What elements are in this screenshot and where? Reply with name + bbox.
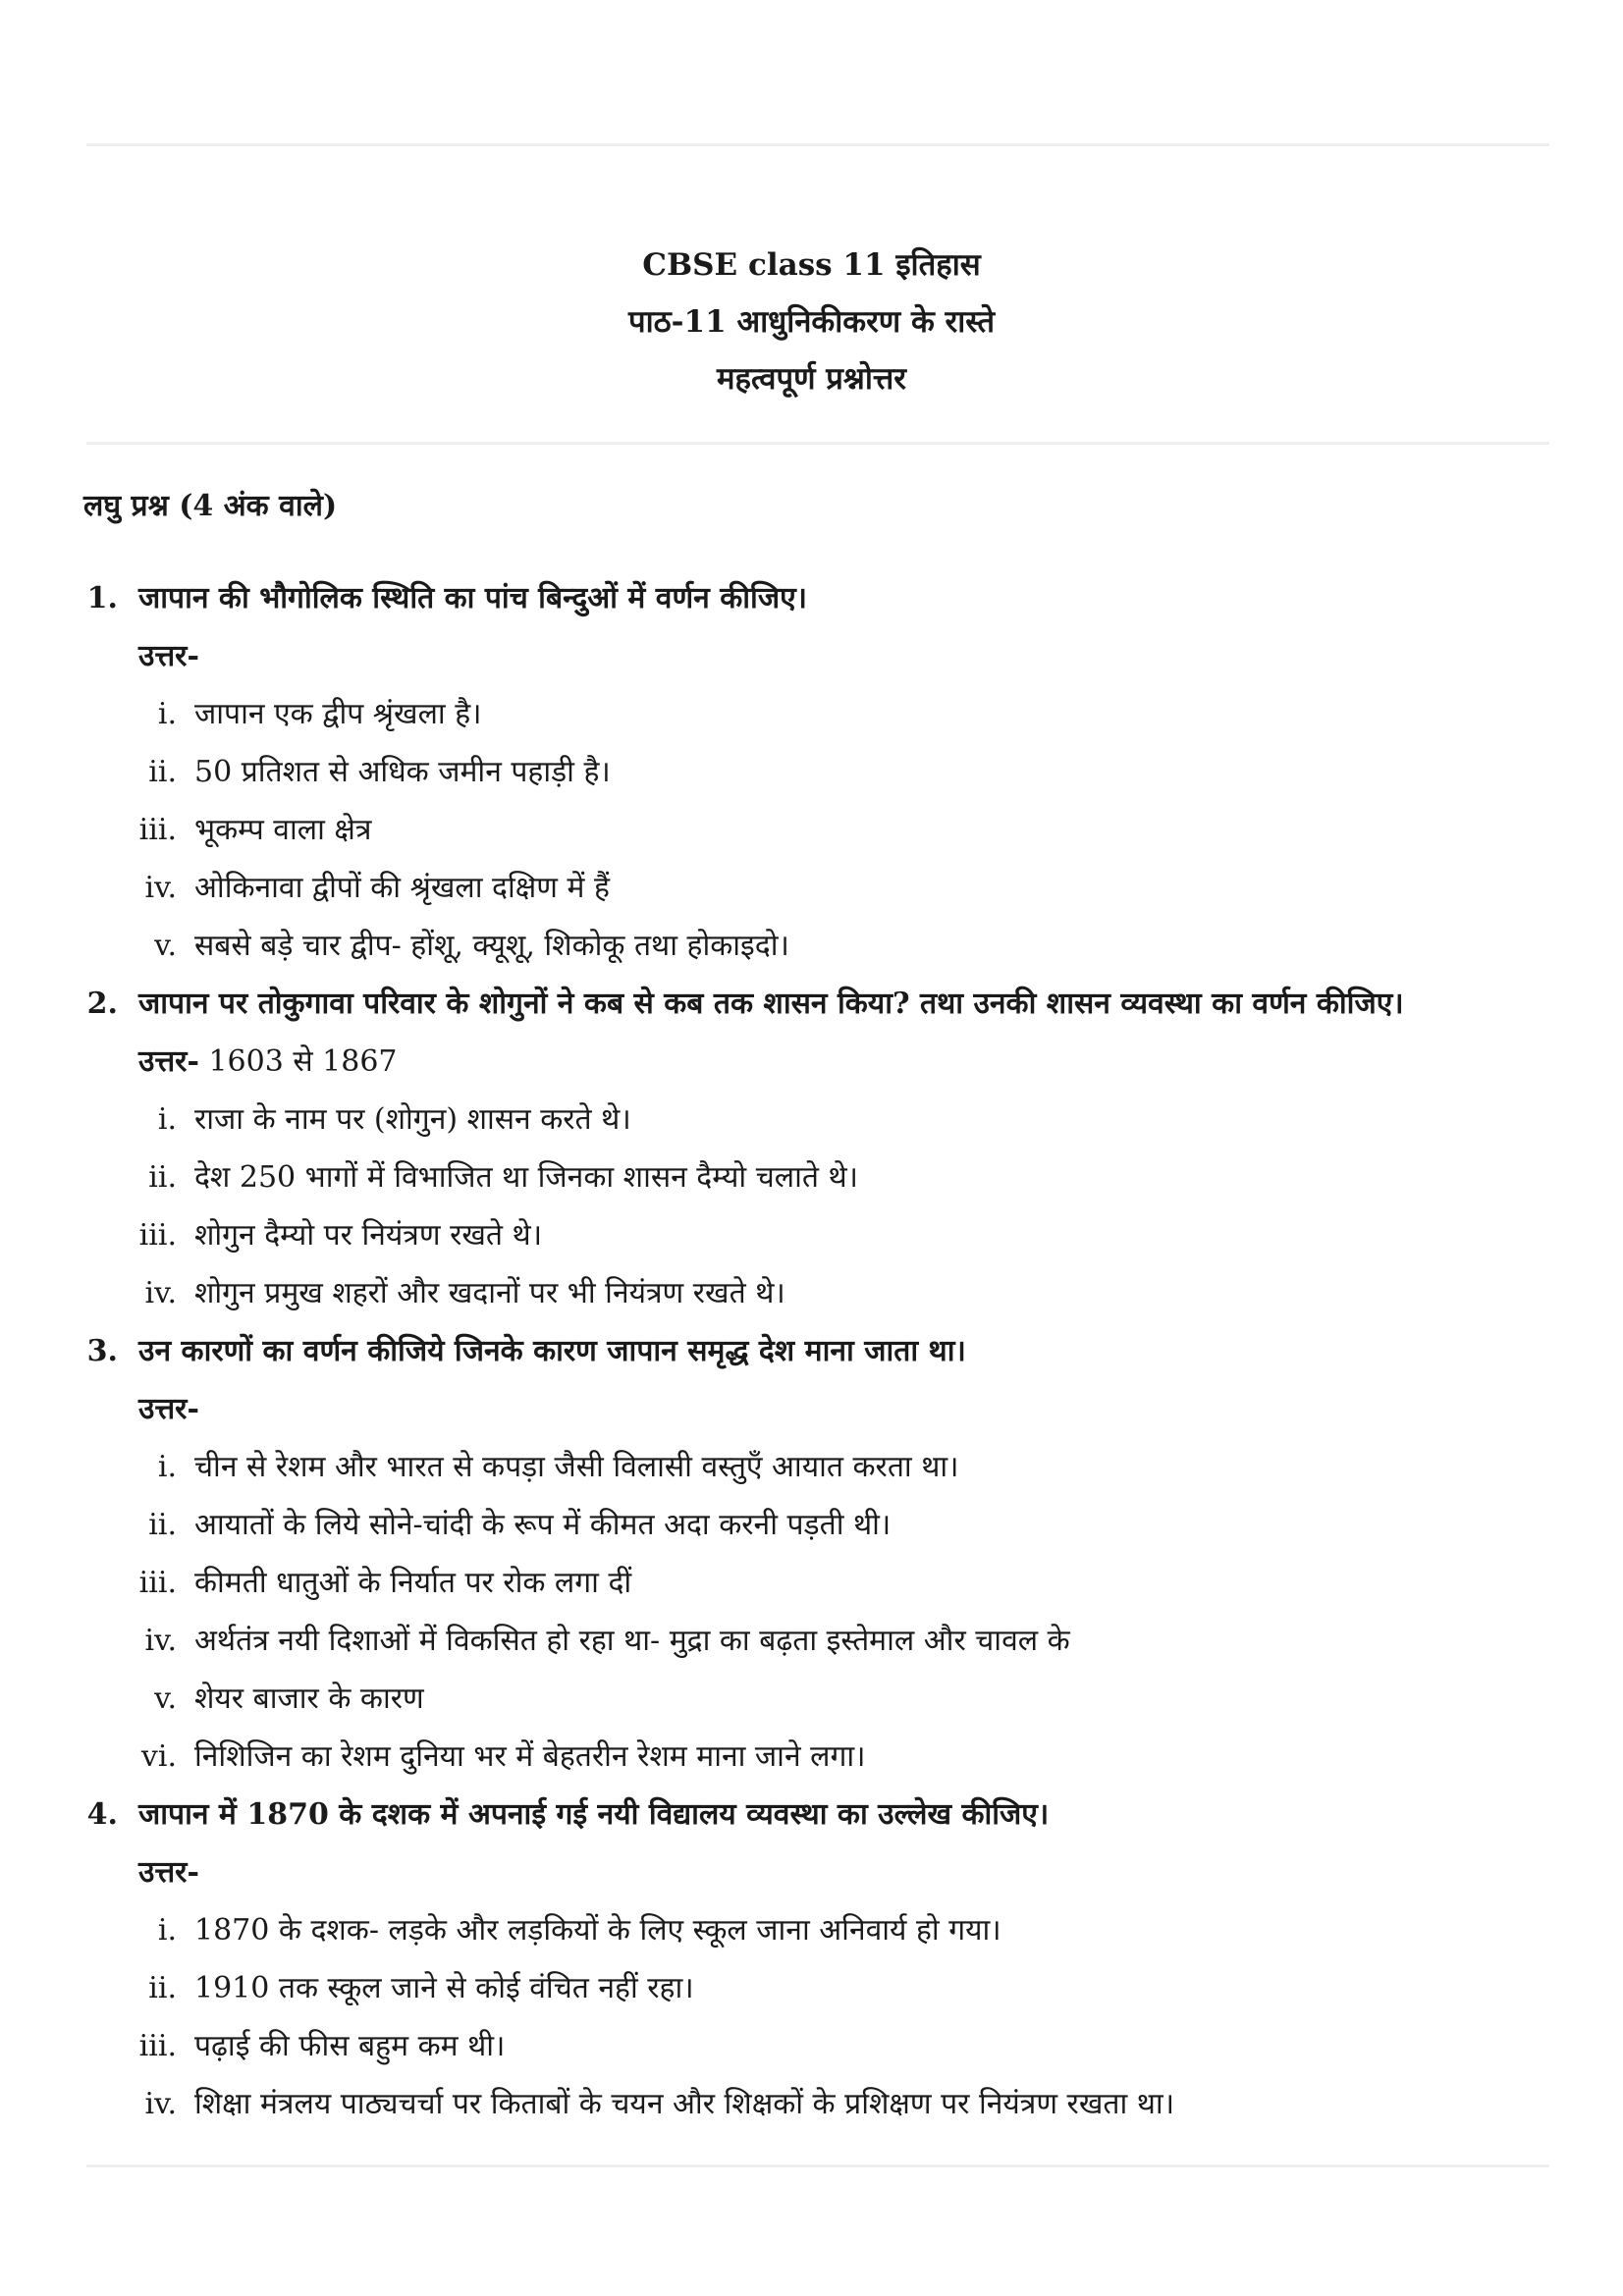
answer-point-number: iv. xyxy=(144,1276,177,1310)
answer-point xyxy=(0,1901,1623,1959)
answer-point-text: भूकम्प वाला क्षेत्र xyxy=(194,813,372,847)
footer-divider xyxy=(86,2164,1549,2167)
answer-point-number: ii. xyxy=(148,1971,177,2005)
answer-point-number: i. xyxy=(157,1913,177,1948)
question-item xyxy=(0,569,1623,627)
answer-point xyxy=(0,685,1623,743)
answer-point-number: vi. xyxy=(140,1739,177,1774)
answer-point-text: देश 250 भागों में विभाजित था जिनका शासन दैम्यो चलाते थे। xyxy=(194,1160,859,1195)
answer-point-number: iii. xyxy=(138,1566,177,1600)
question-number: 2. xyxy=(86,987,118,1021)
header-divider-bottom xyxy=(86,442,1549,445)
answer-point-text: कीमती धातुओं के निर्यात पर रोक लगा दीं xyxy=(194,1566,632,1600)
answer-point-text: 1870 के दशक- लड़के और लड़कियों के लिए स्कूल जाना अनिवार्य हो गया। xyxy=(194,1913,1001,1948)
answer-point-number: i. xyxy=(157,1450,177,1484)
question-item xyxy=(0,1322,1623,1380)
answer-point xyxy=(0,1612,1623,1670)
answer-point-text: निशिजिन का रेशम दुनिया भर में बेहतरीन रेशम माना जाने लगा। xyxy=(194,1739,866,1774)
answer-point xyxy=(0,1496,1623,1554)
answer-point-number: ii. xyxy=(148,1160,177,1195)
answer-point-text: पढ़ाई की फीस बहुम कम थी। xyxy=(194,2029,506,2063)
question-answer-list xyxy=(0,569,1623,2133)
answer-point xyxy=(0,1264,1623,1322)
answer-label: उत्तर- xyxy=(138,1855,199,1890)
answer-point xyxy=(0,1091,1623,1148)
answer-point-text: शिक्षा मंत्रलय पाठ्यचर्चा पर किताबों के चयन और शिक्षकों के प्रशिक्षण पर नियंत्रण रखता था। xyxy=(194,2087,1175,2121)
answer-point xyxy=(0,1148,1623,1206)
answer-point xyxy=(0,1438,1623,1496)
answer-point xyxy=(0,801,1623,859)
answer-point xyxy=(0,1206,1623,1264)
answer-point-number: iv. xyxy=(144,1624,177,1658)
answer-point-text: जापान एक द्वीप श्रृंखला है। xyxy=(194,697,482,731)
document-subtitle: महत्वपूर्ण प्रश्नोत्तर xyxy=(717,361,906,397)
answer-point-text: आयातों के लिये सोने-चांदी के रूप में कीमत अदा करनी पड़ती थी। xyxy=(194,1508,892,1542)
answer-point xyxy=(0,2017,1623,2075)
answer-point-text: चीन से रेशम और भारत से कपड़ा जैसी विलासी वस्तुएँ आयात करता था। xyxy=(194,1450,959,1484)
header-divider-top xyxy=(86,143,1549,146)
question-item xyxy=(0,975,1623,1033)
answer-point xyxy=(0,2075,1623,2133)
question-item xyxy=(0,1786,1623,1843)
answer-point-text: 50 प्रतिशत से अधिक जमीन पहाड़ी है। xyxy=(194,755,611,789)
section-heading: लघु प्रश्न (4 अंक वाले) xyxy=(83,489,338,523)
answer-point-number: iv. xyxy=(144,871,177,905)
answer-point xyxy=(0,1728,1623,1786)
answer-point-number: iii. xyxy=(138,813,177,847)
document-title: CBSE class 11 इतिहास xyxy=(642,247,981,283)
answer-point-number: ii. xyxy=(148,1508,177,1542)
answer-point-text: राजा के नाम पर (शोगुन) शासन करते थे। xyxy=(194,1102,631,1137)
answer-point-number: iii. xyxy=(138,1218,177,1253)
answer-label: उत्तर- xyxy=(138,639,199,673)
answer-point-number: i. xyxy=(157,1102,177,1137)
question-number: 1. xyxy=(86,581,118,615)
answer-point-text: ओकिनावा द्वीपों की श्रृंखला दक्षिण में हैं xyxy=(194,871,610,905)
answer-point xyxy=(0,1554,1623,1612)
question-text: जापान की भौगोलिक स्थिति का पांच बिन्दुओं में वर्णन कीजिए। xyxy=(138,581,808,615)
answer-point xyxy=(0,917,1623,975)
answer-point xyxy=(0,859,1623,917)
question-text: उन कारणों का वर्णन कीजिये जिनके कारण जापान समृद्ध देश माना जाता था। xyxy=(138,1334,966,1368)
answer-point xyxy=(0,1959,1623,2017)
answer-point xyxy=(0,743,1623,801)
answer-header xyxy=(0,1033,1623,1091)
answer-header xyxy=(0,627,1623,685)
answer-point-text: अर्थतंत्र नयी दिशाओं में विकसित हो रहा था- मुद्रा का बढ़ता इस्तेमाल और चावल के xyxy=(194,1624,1070,1658)
question-number: 4. xyxy=(86,1797,118,1832)
answer-point xyxy=(0,1670,1623,1728)
answer-point-text: शोगुन दैम्यो पर नियंत्रण रखते थे। xyxy=(194,1218,543,1253)
question-text: जापान में 1870 के दशक में अपनाई गई नयी विद्यालय व्यवस्था का उल्लेख कीजिए। xyxy=(138,1797,1050,1832)
answer-header xyxy=(0,1380,1623,1438)
answer-point-number: v. xyxy=(154,1682,177,1716)
question-text: जापान पर तोकुगावा परिवार के शोगुनों ने कब से कब तक शासन किया? तथा उनकी शासन व्यवस्था का वर्णन कीजिए। xyxy=(138,987,1404,1021)
answer-point-number: i. xyxy=(157,697,177,731)
answer-point-number: iii. xyxy=(138,2029,177,2063)
answer-point-text: शेयर बाजार के कारण xyxy=(194,1682,424,1716)
answer-point-number: v. xyxy=(154,929,177,963)
answer-header xyxy=(0,1843,1623,1901)
answer-label: उत्तर- xyxy=(138,1044,199,1079)
answer-point-number: ii. xyxy=(148,755,177,789)
chapter-title: पाठ-11 आधुनिकीकरण के रास्ते xyxy=(628,304,995,340)
answer-point-number: iv. xyxy=(144,2087,177,2121)
answer-point-text: 1910 तक स्कूल जाने से कोई वंचित नहीं रहा। xyxy=(194,1971,694,2005)
answer-point-text: सबसे बड़े चार द्वीप- होंशू, क्यूशू, शिकोकू तथा होकाइदो। xyxy=(194,929,789,963)
answer-point-text: शोगुन प्रमुख शहरों और खदानों पर भी नियंत्रण रखते थे। xyxy=(194,1276,785,1310)
question-number: 3. xyxy=(86,1334,118,1368)
answer-value: 1603 से 1867 xyxy=(198,1044,398,1079)
answer-label: उत्तर- xyxy=(138,1392,199,1426)
